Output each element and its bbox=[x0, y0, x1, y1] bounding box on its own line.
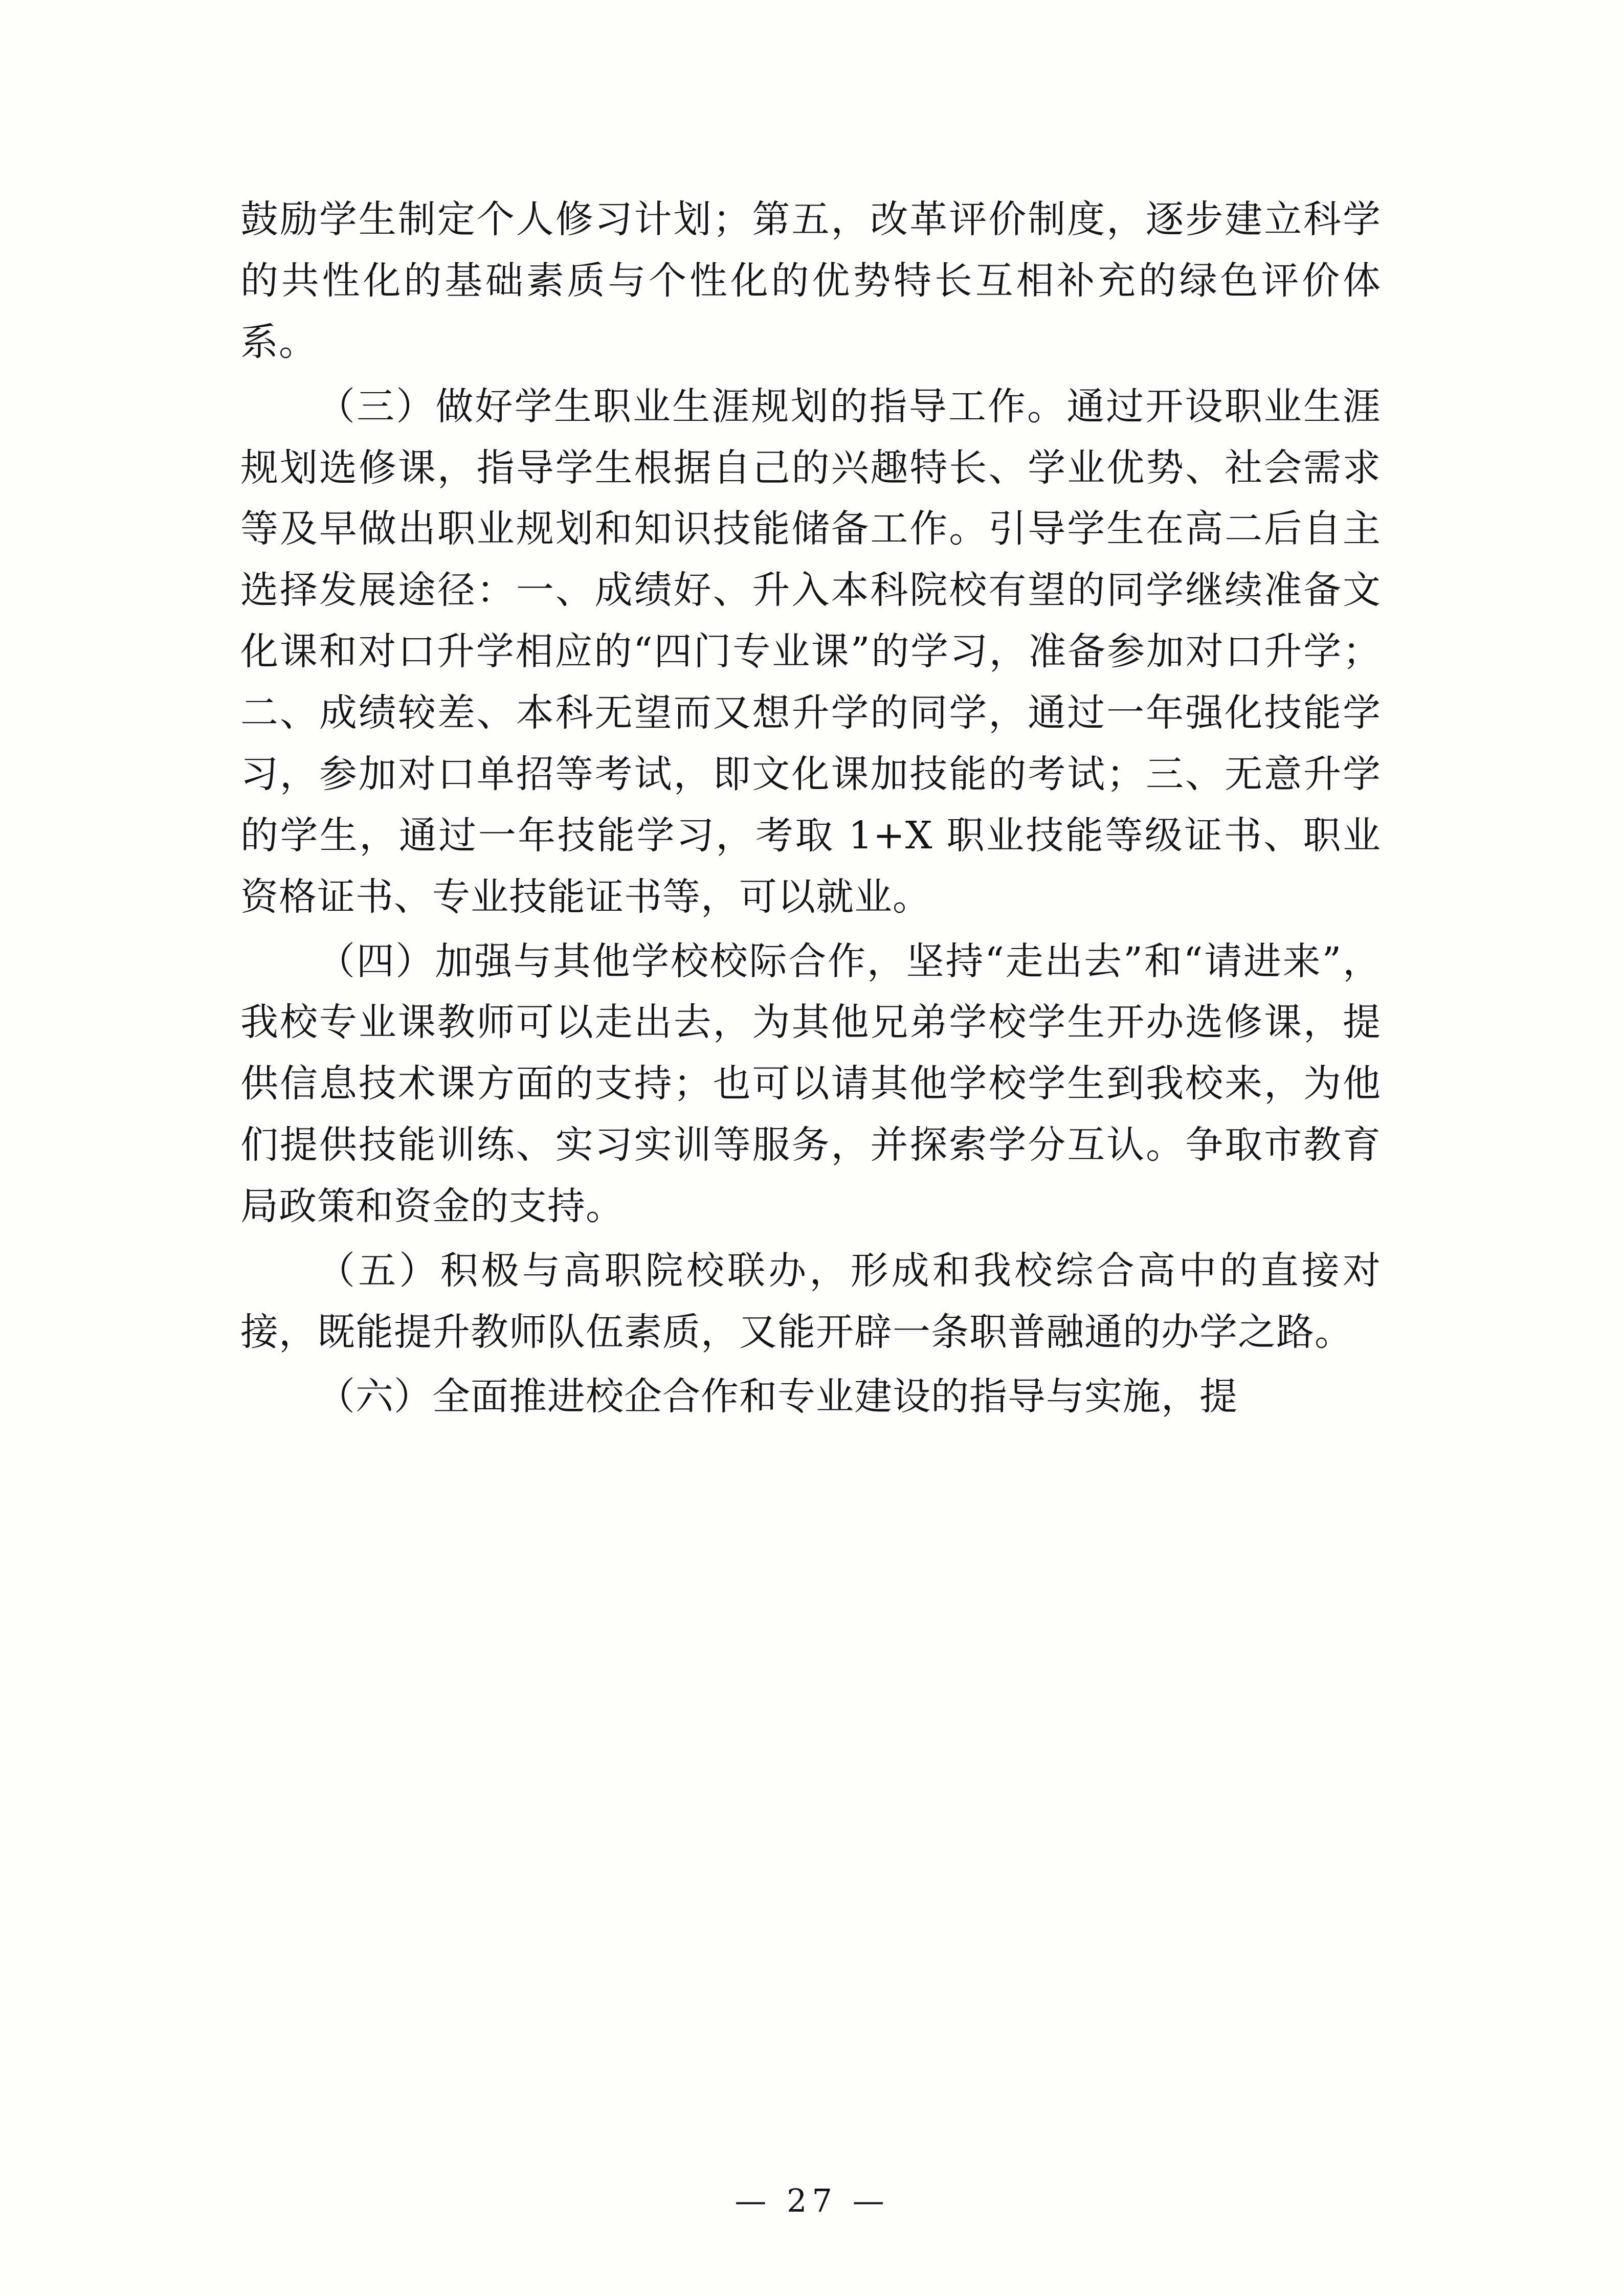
paragraph-section-three: （三）做好学生职业生涯规划的指导工作。通过开设职业生涯规划选修课，指导学生根据自己的兴趣特长、学业优势、社会需求等及早做出职业规划和知识技能储备工作。引导学生在高二后自主选择发展途径：一、成绩好、升入本科院校有望的同学继续准备文化课和对口升学相应的“四门专业课”的学习，准备参加对口升学；二、成绩较差、本科无望而又想升学的同学，通过一年强化技能学习，参加对口单招等考试，即文化课加技能的考试；三、无意升学的学生，通过一年技能学习，考取 1+X 职业技能等级证书、职业资格证书、专业技能证书等，可以就业。 bbox=[240, 384, 1381, 919]
paragraph-continued: 鼓励学生制定个人修习计划；第五，改革评价制度，逐步建立科学的共性化的基础素质与个性化的优势特长互相补充的绿色评价体系。 bbox=[240, 197, 1381, 364]
paragraph-section-four: （四）加强与其他学校校际合作，坚持“走出去”和“请进来”，我校专业课教师可以走出去，为其他兄弟学校学生开办选修课，提供信息技术课方面的支持；也可以请其他学校学生到我校来，为他们提供技能训练、实习实训等服务，并探索学分互认。争取市教育局政策和资金的支持。 bbox=[240, 939, 1381, 1228]
page-number: — 27 — bbox=[735, 2182, 889, 2219]
paragraph-section-six: （六）全面推进校企合作和专业建设的指导与实施，提 bbox=[317, 1374, 1238, 1419]
paragraph-section-five: （五）积极与高职院校联办，形成和我校综合高中的直接对接，既能提升教师队伍素质，又能开辟一条职普融通的办学之路。 bbox=[240, 1248, 1381, 1354]
page-body bbox=[240, 189, 1381, 1431]
